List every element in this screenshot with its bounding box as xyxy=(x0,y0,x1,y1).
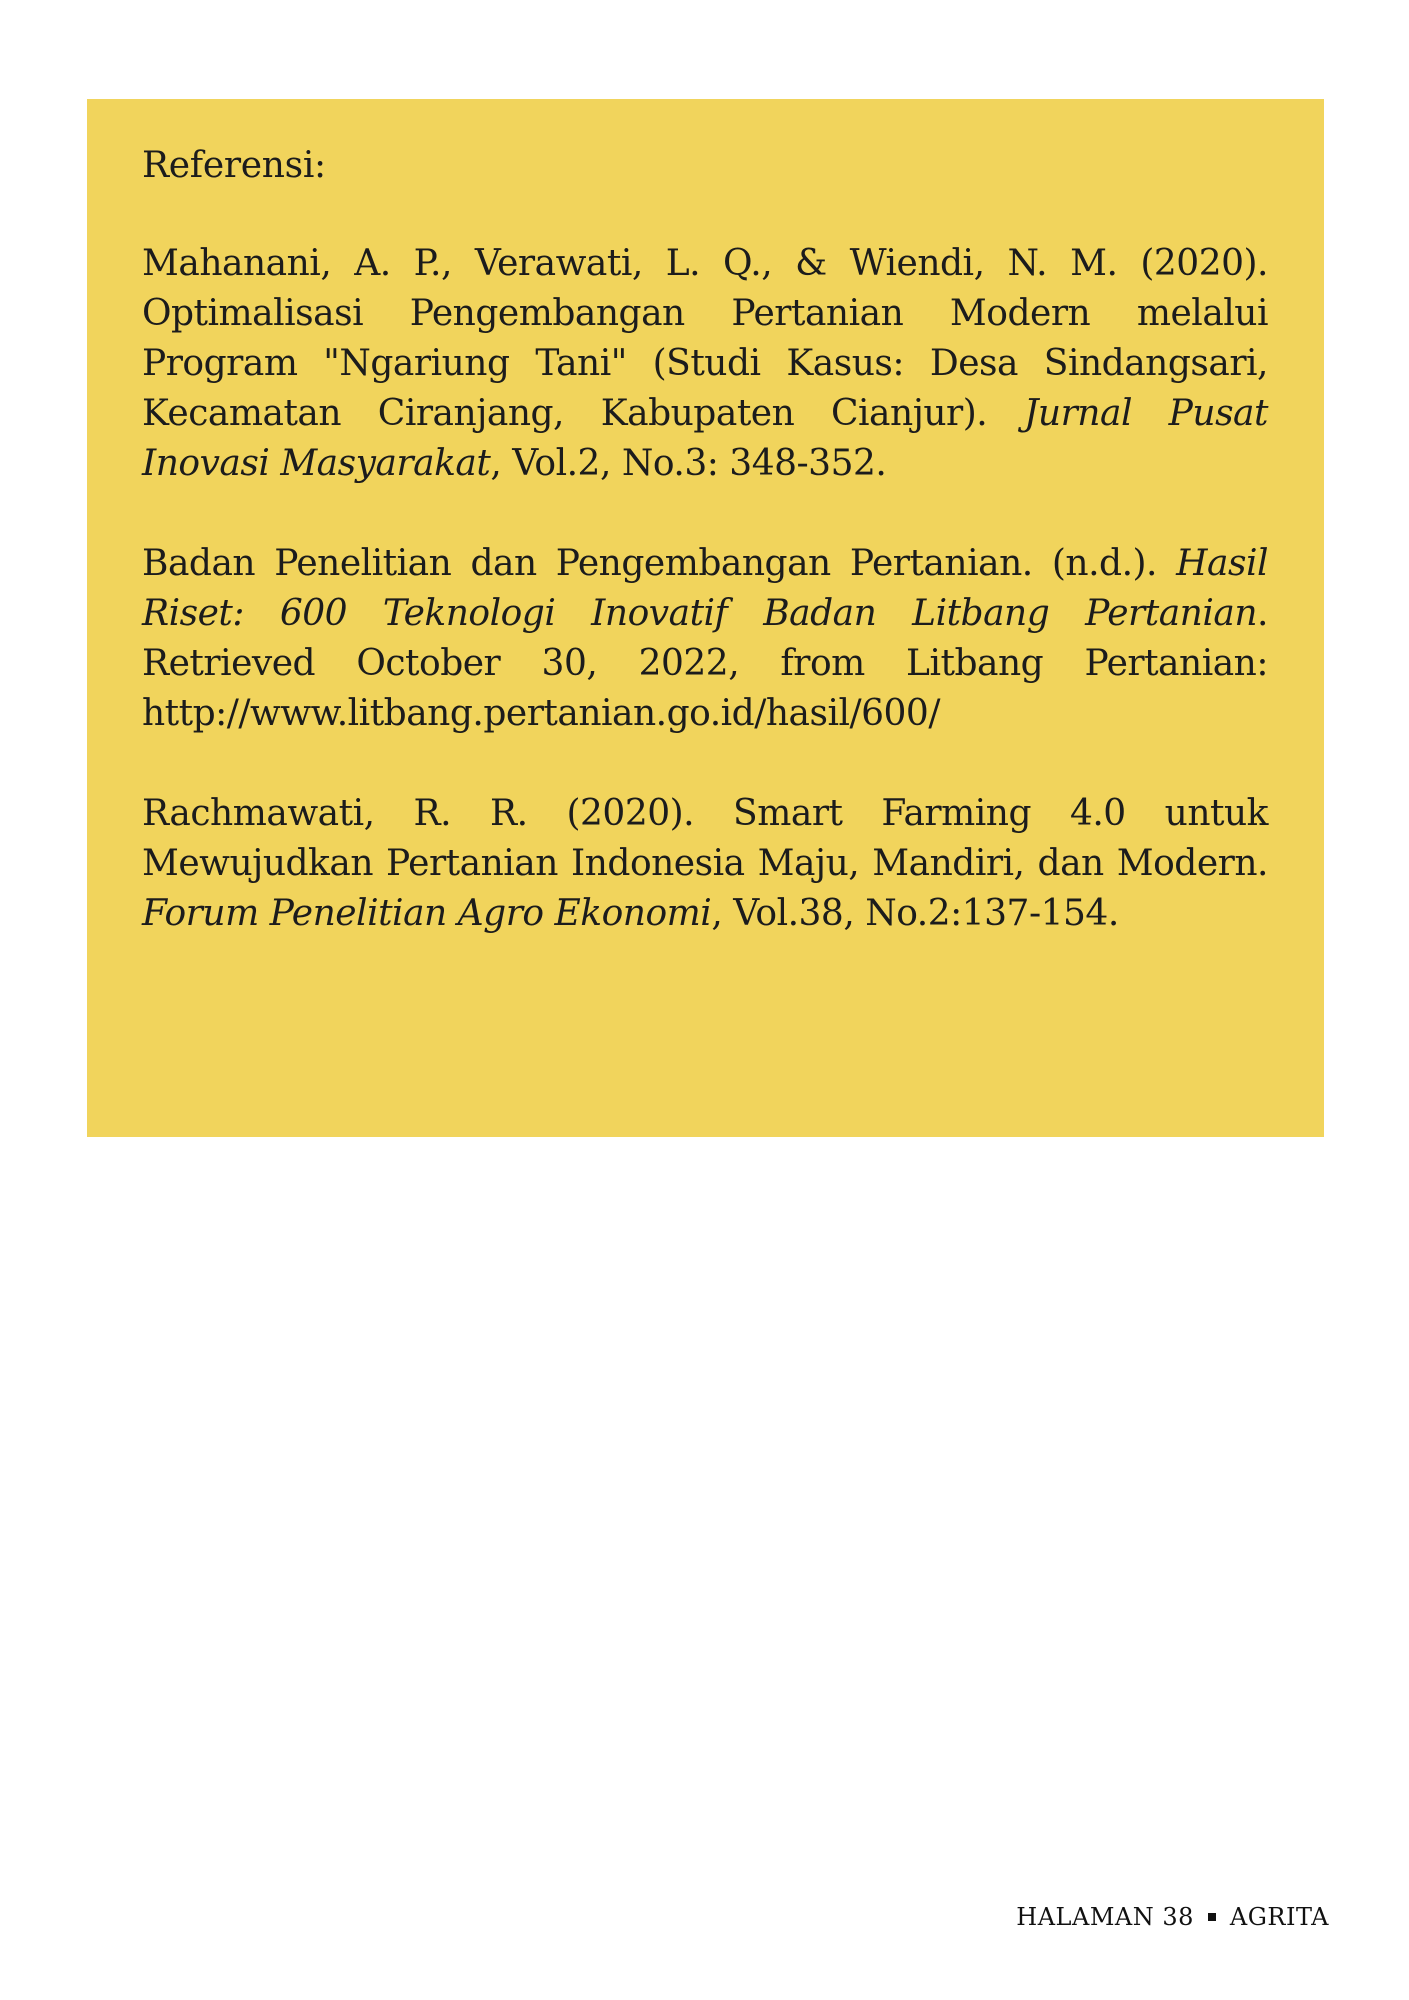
square-bullet-icon xyxy=(1208,1913,1216,1921)
reference-entry-1 xyxy=(142,239,1268,489)
reference-3-details: , Vol.38, No.2:137-154. xyxy=(711,893,1119,934)
reference-3-authors-title: Rachmawati, R. R. (2020). Smart Farming 4.0 untuk Mewujudkan Pertanian Indonesia Maju, Mandiri, dan Modern. xyxy=(142,793,1268,884)
reference-2-details: . Retrieved October 30, 2022, from Litbang Pertanian: http://www.litbang.pertanian.go.id/hasil/600/ xyxy=(142,593,1268,734)
reference-3-journal: Forum Penelitian Agro Ekonomi xyxy=(142,893,712,934)
reference-entry-3 xyxy=(142,789,1268,939)
references-heading: Referensi: xyxy=(142,145,326,186)
reference-1-journal: Jurnal Pusat Inovasi Masyarakat xyxy=(142,393,1268,484)
reference-2-title: Hasil Riset: 600 Teknologi Inovatif Badan Litbang Pertanian xyxy=(142,543,1268,634)
magazine-name: AGRITA xyxy=(1229,1903,1329,1931)
reference-entry-2 xyxy=(142,539,1268,739)
page-number-label: HALAMAN 38 xyxy=(1016,1903,1194,1931)
reference-2-authors: Badan Penelitian dan Pengembangan Pertanian. (n.d.). xyxy=(142,543,1177,584)
reference-1-details: , Vol.2, No.3: 348-352. xyxy=(490,443,887,484)
reference-1-authors-title: Mahanani, A. P., Verawati, L. Q., & Wiendi, N. M. (2020). Optimalisasi Pengembangan Pertanian Modern melalui Program "Ngariung Tani" (Studi Kasus: Desa Sindangsari, Kecamatan Ciranjang, Kabupaten Cianjur). xyxy=(142,243,1268,434)
page-footer xyxy=(1016,1903,1329,1931)
references-box xyxy=(87,99,1324,1137)
